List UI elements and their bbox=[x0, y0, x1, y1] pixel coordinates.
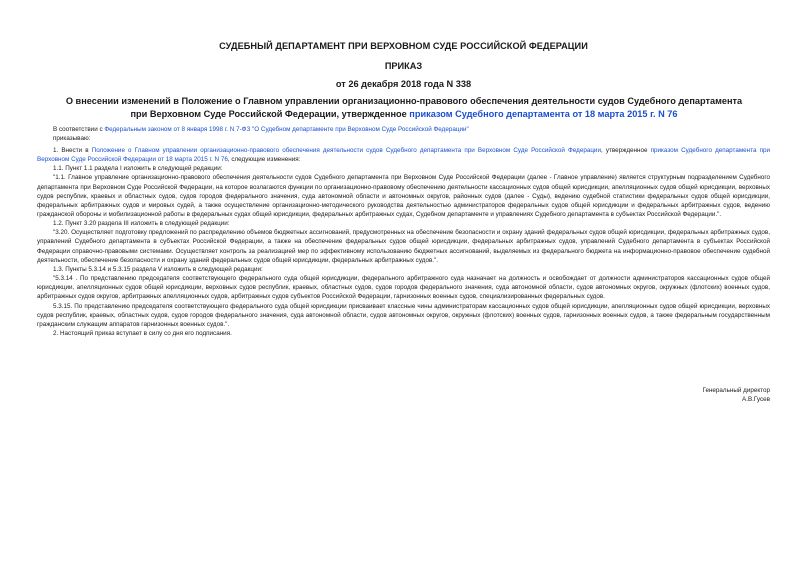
paragraph-5-3-15: 5.3.15. По представлению председателя соответствующего федерального суда общей юрисдикции присваивает классные чины администраторам кассационных судов общей юрисдикции, апелляционных судов общей юрисдикции, верховных судов республик, краевых, областных судов, судов городов федерального значения, суда автономной области, судов автономных округов, окружных (флотских) военных судов, гарнизонных военных судов, а также федеральным государственным гражданским служащим аппаратов гарнизонных военных судов.". bbox=[37, 302, 770, 328]
document-title bbox=[58, 95, 750, 121]
item-1-suffix: , следующие изменения: bbox=[227, 156, 301, 164]
paragraph-1-2-text: "3.20. Осуществляет подготовку предложений по распределению объемов бюджетных ассигнований, предусмотренных на обеспечение безопасности и охрану зданий федеральных судов общей юрисдикции, федеральных арбитражных судов, управлений Судебного департамента в субъектах Российской Федерации, а также на обеспечение федеральных судов общей юрисдикции, федеральных арбитражных судов, управлений Судебного департамента в субъектах Российской Федерации справочно-правовыми системами. Осуществляет контроль за реализацией мер по эффективному использованию бюджетных ассигнований, выделяемых из федерального бюджета на информационно-правовое обеспечение судебной деятельности, обеспечение безопасности и охрану зданий федеральных судов общей юрисдикции, федеральных арбитражных судов.". bbox=[37, 229, 770, 264]
paragraph-1-2-intro: 1.2. Пункт 3.20 раздела III изложить в следующей редакции: bbox=[53, 220, 230, 228]
paragraph-1-1-text: "1.1. Главное управление организационно-правового обеспечения деятельности судов Судебного департамента при Верховном Суде Российской Федерации (далее - Главное управление) является структурным подразделением Судебного департамента при Верховном Суде Российской Федерации, на которое возлагаются функции по организационно-правовому обеспечению деятельности кассационных судов общей юрисдикции, апелляционных судов общей юрисдикции, верховных судов республик, краевых и областных судов, судов городов федерального значения, суда автономной области и автономных округов, районных судов (далее - Суды), ведению судебной статистики федеральных судов общей юрисдикции, федеральных арбитражных судов и мировых судей, а также осуществление организационно-методического руководства деятельностью администраторов федеральных судов общей юрисдикции и федеральных арбитражных судов, ведению гражданской обороны и мобилизационной работы в федеральных судах общей юрисдикции, федеральных арбитражных судах, Судебном департаменте и управлениях Судебного департамента в субъектах Российской Федерации.". bbox=[37, 174, 770, 218]
item-1-mid: , утвержденное bbox=[600, 146, 651, 154]
paragraph-5-3-14: "5.3.14 . По представлению председателя соответствующего федерального суда общей юрисдикции, федерального арбитражного суда назначает на должность и освобождает от должности администраторов кассационных судов общей юрисдикции, апелляционных судов общей юрисдикции, верховных судов республик, краевых, областных судов, судов городов федерального значения, суда автономной области, судов автономных округов, окружных (флотских) военных судов, арбитражных судов округов, арбитражных апелляционных судов, арбитражных судов субъектов Российской Федерации, гарнизонных военных судов, специализированных федеральных судов. bbox=[37, 275, 770, 301]
document-type-heading: ПРИКАЗ bbox=[384, 61, 423, 71]
paragraph-1-1-intro: 1.1. Пункт 1.1 раздела I изложить в следующей редакции: bbox=[53, 165, 223, 173]
document-body bbox=[37, 125, 770, 338]
paragraph-1-3-intro: 1.3. Пункты 5.3.14 и 5.3.15 раздела V изложить в следующей редакции: bbox=[53, 265, 263, 273]
item-1 bbox=[37, 146, 770, 164]
preamble bbox=[37, 125, 770, 134]
signature-name: А.В.Гусев bbox=[742, 396, 770, 404]
regulation-link[interactable]: Положение о Главном управлении организационно-правового обеспечения деятельности судов Судебного департамента при Верховном Суде Российской Федерации bbox=[91, 146, 601, 154]
date-number-heading: от 26 декабря 2018 года N 338 bbox=[335, 79, 472, 89]
signature-position: Генеральный директор bbox=[702, 387, 770, 394]
item-2: 2. Настоящий приказ вступает в силу со дня его подписания. bbox=[53, 330, 232, 338]
order-word: приказываю: bbox=[53, 135, 91, 143]
title-order-link[interactable]: приказом Судебного департамента от 18 марта 2015 г. N 76 bbox=[409, 109, 678, 119]
federal-law-link[interactable]: Федеральным законом от 8 января 1998 г. N 7-ФЗ "О Судебном департаменте при Верховном Суде Российской Федерации" bbox=[104, 126, 469, 133]
order-2015-link[interactable]: приказом Судебного департамента при Верховном Суде Российской Федерации от 18 марта 2015 г. N 76 bbox=[37, 146, 771, 164]
preamble-text: В соответствии с bbox=[53, 126, 105, 133]
item-1-prefix: 1. Внести в bbox=[53, 146, 92, 154]
signature-block bbox=[702, 386, 770, 404]
department-heading: СУДЕБНЫЙ ДЕПАРТАМЕНТ ПРИ ВЕРХОВНОМ СУДЕ РОССИЙСКОЙ ФЕДЕРАЦИИ bbox=[219, 41, 588, 51]
title-text: О внесении изменений в Положение о Главном управлении организационно-правового обеспечения деятельности судов Судебного департамента при Верховном Суде Российской Федерации, утвержденное bbox=[65, 96, 743, 119]
